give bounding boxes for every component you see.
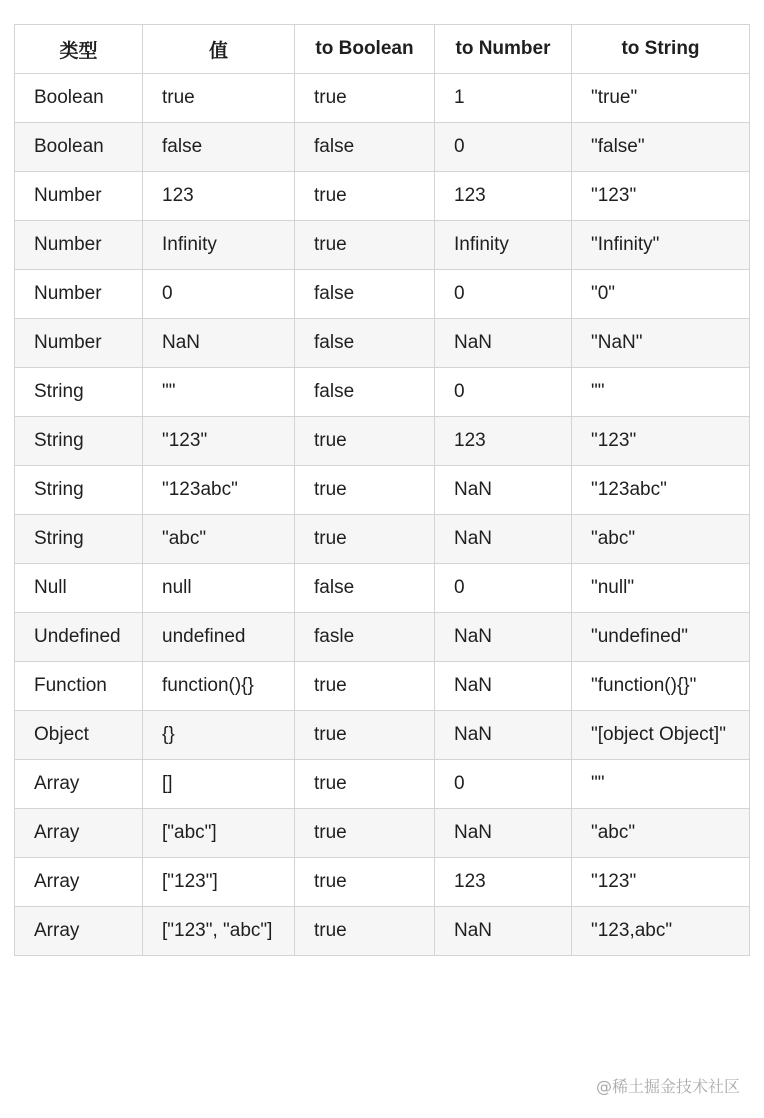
to-boolean-cell: true [295, 809, 435, 858]
value-cell: {} [143, 711, 295, 760]
table-row [15, 858, 750, 907]
to-string-cell: "true" [572, 74, 750, 123]
to-string-cell: "undefined" [572, 613, 750, 662]
to-string-cell: "abc" [572, 809, 750, 858]
table-row [15, 368, 750, 417]
to-boolean-cell: fasle [295, 613, 435, 662]
value-cell: null [143, 564, 295, 613]
type-cell: Number [15, 319, 143, 368]
to-boolean-cell: true [295, 515, 435, 564]
value-cell: Infinity [143, 221, 295, 270]
to-string-cell: "123" [572, 858, 750, 907]
table-body [15, 74, 750, 956]
type-cell: Array [15, 809, 143, 858]
type-cell: Boolean [15, 123, 143, 172]
to-number-cell: 123 [435, 858, 572, 907]
to-number-cell: NaN [435, 613, 572, 662]
value-cell: function(){} [143, 662, 295, 711]
type-cell: String [15, 466, 143, 515]
type-cell: String [15, 417, 143, 466]
table-row [15, 466, 750, 515]
header-type: 类型 [15, 25, 143, 74]
value-cell: undefined [143, 613, 295, 662]
to-boolean-cell: true [295, 858, 435, 907]
table-row [15, 270, 750, 319]
to-boolean-cell: true [295, 172, 435, 221]
table-row [15, 809, 750, 858]
type-cell: Undefined [15, 613, 143, 662]
type-cell: Null [15, 564, 143, 613]
to-number-cell: 123 [435, 417, 572, 466]
value-cell: "123abc" [143, 466, 295, 515]
table-row [15, 221, 750, 270]
header-value: 值 [143, 25, 295, 74]
to-string-cell: "false" [572, 123, 750, 172]
type-cell: Number [15, 221, 143, 270]
value-cell: 0 [143, 270, 295, 319]
type-cell: Number [15, 172, 143, 221]
to-number-cell: 0 [435, 564, 572, 613]
value-cell: "123" [143, 417, 295, 466]
type-cell: Array [15, 858, 143, 907]
to-boolean-cell: true [295, 760, 435, 809]
to-string-cell: "" [572, 368, 750, 417]
value-cell: ["abc"] [143, 809, 295, 858]
table-row [15, 515, 750, 564]
table-row [15, 74, 750, 123]
table-row [15, 564, 750, 613]
to-boolean-cell: true [295, 662, 435, 711]
value-cell: true [143, 74, 295, 123]
to-boolean-cell: true [295, 907, 435, 956]
to-number-cell: 1 [435, 74, 572, 123]
value-cell: "abc" [143, 515, 295, 564]
table-row [15, 711, 750, 760]
to-number-cell: 0 [435, 760, 572, 809]
value-cell: [] [143, 760, 295, 809]
to-string-cell: "0" [572, 270, 750, 319]
type-cell: Array [15, 760, 143, 809]
table-row [15, 319, 750, 368]
to-number-cell: Infinity [435, 221, 572, 270]
header-to-string: to String [572, 25, 750, 74]
value-cell: ["123", "abc"] [143, 907, 295, 956]
to-number-cell: NaN [435, 711, 572, 760]
value-cell: 123 [143, 172, 295, 221]
to-string-cell: "NaN" [572, 319, 750, 368]
table-row [15, 417, 750, 466]
to-boolean-cell: false [295, 564, 435, 613]
value-cell: NaN [143, 319, 295, 368]
to-number-cell: NaN [435, 907, 572, 956]
to-boolean-cell: false [295, 319, 435, 368]
type-cell: Object [15, 711, 143, 760]
to-number-cell: NaN [435, 809, 572, 858]
to-boolean-cell: false [295, 123, 435, 172]
to-number-cell: 123 [435, 172, 572, 221]
header-to-number: to Number [435, 25, 572, 74]
to-string-cell: "abc" [572, 515, 750, 564]
to-number-cell: NaN [435, 319, 572, 368]
to-number-cell: 0 [435, 270, 572, 319]
to-boolean-cell: true [295, 221, 435, 270]
table-row [15, 760, 750, 809]
table-row [15, 662, 750, 711]
to-number-cell: 0 [435, 368, 572, 417]
to-number-cell: NaN [435, 515, 572, 564]
to-number-cell: 0 [435, 123, 572, 172]
to-string-cell: "" [572, 760, 750, 809]
to-string-cell: "null" [572, 564, 750, 613]
to-boolean-cell: true [295, 711, 435, 760]
type-cell: String [15, 515, 143, 564]
value-cell: false [143, 123, 295, 172]
table-row [15, 613, 750, 662]
to-number-cell: NaN [435, 662, 572, 711]
watermark: @稀土掘金技术社区 [595, 1077, 740, 1096]
to-string-cell: "123,abc" [572, 907, 750, 956]
to-boolean-cell: true [295, 466, 435, 515]
header-to-boolean: to Boolean [295, 25, 435, 74]
to-boolean-cell: false [295, 368, 435, 417]
type-cell: Number [15, 270, 143, 319]
to-string-cell: "function(){}" [572, 662, 750, 711]
type-cell: Array [15, 907, 143, 956]
to-boolean-cell: true [295, 74, 435, 123]
type-cell: Function [15, 662, 143, 711]
value-cell: "" [143, 368, 295, 417]
type-cell: String [15, 368, 143, 417]
to-boolean-cell: true [295, 417, 435, 466]
table-row [15, 907, 750, 956]
table-row [15, 123, 750, 172]
to-string-cell: "123abc" [572, 466, 750, 515]
to-string-cell: "123" [572, 417, 750, 466]
conversion-table [14, 24, 750, 956]
to-string-cell: "123" [572, 172, 750, 221]
table-header-row [15, 25, 750, 74]
to-boolean-cell: false [295, 270, 435, 319]
to-string-cell: "Infinity" [572, 221, 750, 270]
value-cell: ["123"] [143, 858, 295, 907]
table-row [15, 172, 750, 221]
to-string-cell: "[object Object]" [572, 711, 750, 760]
type-cell: Boolean [15, 74, 143, 123]
to-number-cell: NaN [435, 466, 572, 515]
